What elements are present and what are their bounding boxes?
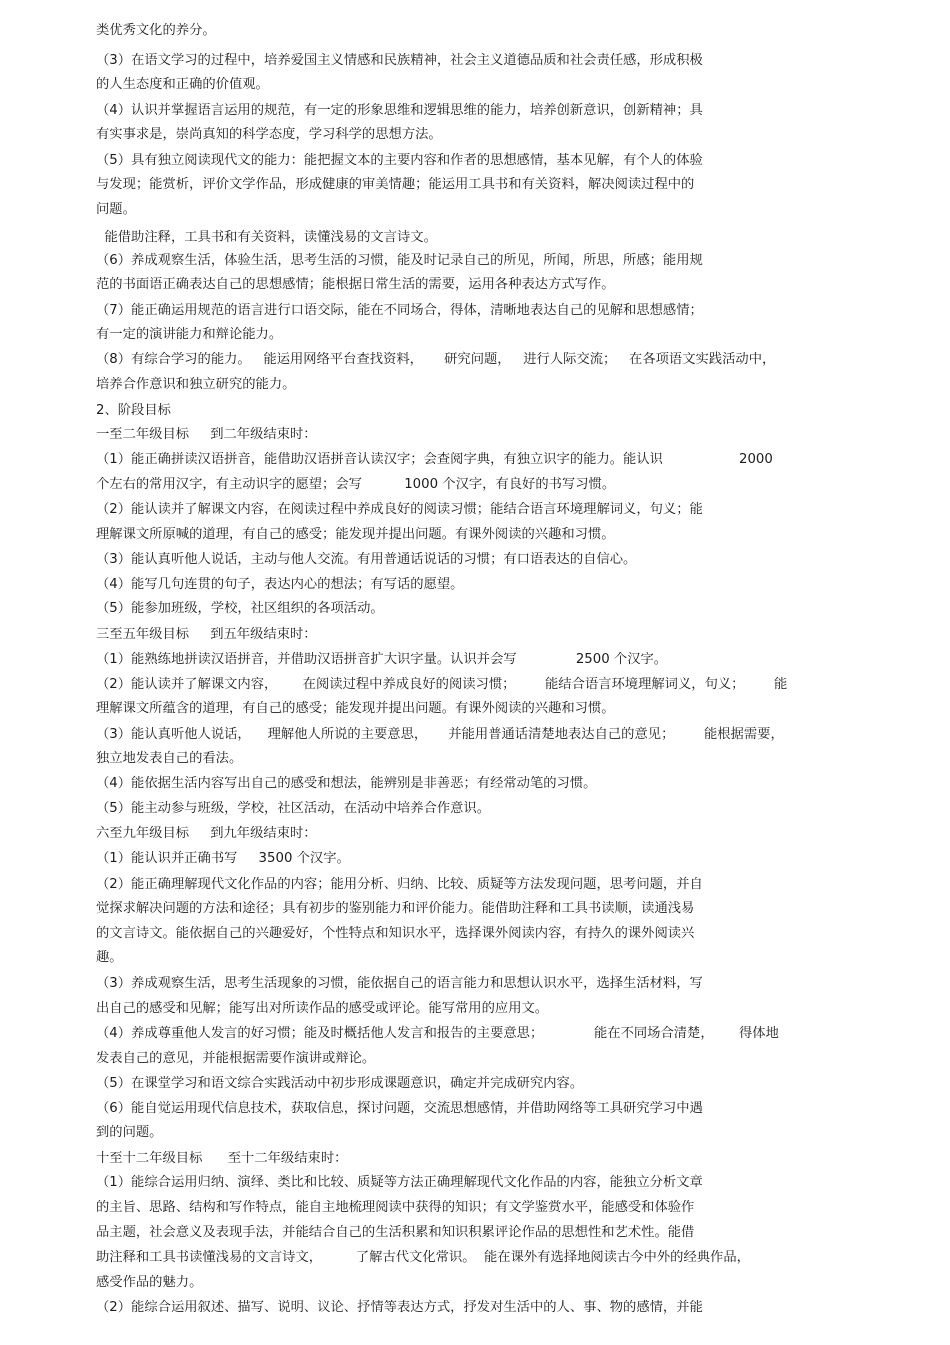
text-line: 理解课文所蕴含的道理，有自己的感受；能发现并提出问题。有课外阅读的兴趣和习惯。 (96, 701, 615, 716)
text-line: （1）能认识并正确书写 3500 个汉字。 (96, 851, 350, 866)
text-line: （4）能写几句连贯的句子，表达内心的想法；有写话的愿望。 (96, 577, 464, 592)
text-line: （3）能认真听他人说话， 理解他人所说的主要意思， 并能用普通话清楚地表达自己的意见； 能根据需要， (96, 727, 784, 742)
text-line: （6）能自觉运用现代信息技术，获取信息，探讨问题，交流思想感情，并借助网络等工具研究学习中遇 (96, 1101, 703, 1116)
text-line: （2）能正确理解现代文化作品的内容；能用分析、归纳、比较、质疑等方法发现问题，思考问题，并自 (96, 877, 703, 892)
text-line: 出自己的感受和见解；能写出对所读作品的感受或评论。能写常用的应用文。 (96, 1001, 549, 1016)
text-line: （2）能认读并了解课文内容，在阅读过程中养成良好的阅读习惯；能结合语言环境理解词义，句义；能 (96, 502, 703, 517)
text-line: （3）在语文学习的过程中，培养爱国主义情感和民族精神，社会主义道德品质和社会责任感，形成积极 (96, 53, 703, 68)
text-line: （4）认识并掌握语言运用的规范，有一定的形象思维和逻辑思维的能力，培养创新意识，创新精神；具 (96, 103, 703, 118)
text-line: （2）能综合运用叙述、描写、说明、议论、抒情等表达方式，抒发对生活中的人、事、物的感情，并能 (96, 1300, 703, 1315)
text-line: 与发现；能赏析，评价文学作品，形成健康的审美情趣；能运用工具书和有关资料，解决阅读过程中的 (96, 177, 695, 192)
text-line: （8）有综合学习的能力。 能运用网络平台查找资料， 研究问题， 进行人际交流； 在各项语文实践活动中， (96, 352, 776, 367)
text-line: （4）养成尊重他人发言的好习惯；能及时概括他人发言和报告的主要意思； 能在不同场合清楚， 得体地 (96, 1026, 779, 1041)
text-line: （5）具有独立阅读现代文的能力：能把握文本的主要内容和作者的思想感情，基本见解，有个人的体验 (96, 153, 703, 168)
text-line: 发表自己的意见，并能根据需要作演讲或辩论。 (96, 1051, 376, 1066)
stage-heading: 三至五年级目标 到五年级结束时： (96, 627, 317, 642)
text-line: 的人生态度和正确的价值观。 (96, 77, 269, 92)
text-line: 培养合作意识和独立研究的能力。 (96, 377, 296, 392)
text-line: 独立地发表自己的看法。 (96, 751, 243, 766)
text-line: 个左右的常用汉字，有主动识字的愿望；会写 1000 个汉字，有良好的书写习惯。 (96, 477, 616, 492)
text-line: 问题。 (96, 202, 136, 217)
text-line: 范的书面语正确表达自己的思想感情；能根据日常生活的需要，运用各种表达方式写作。 (96, 277, 615, 292)
text-line: （1）能综合运用归纳、演绎、类比和比较、质疑等方法正确理解现代文化作品的内容，能独立分析文章 (96, 1175, 703, 1190)
text-line: 类优秀文化的养分。 (96, 23, 216, 38)
stage-heading: 十至十二年级目标 至十二年级结束时： (96, 1151, 348, 1166)
text-line: （5）在课堂学习和语文综合实践活动中初步形成课题意识，确定并完成研究内容。 (96, 1076, 584, 1091)
text-line: （1）能正确拼读汉语拼音，能借助汉语拼音认读汉字；会查阅字典，有独立识字的能力。能认识 2000 (96, 452, 773, 467)
stage-heading: 六至九年级目标 到九年级结束时： (96, 826, 317, 841)
text-line: 能借助注释，工具书和有关资料，读懂浅易的文言诗文。 (96, 230, 437, 245)
text-line: 的主旨、思路、结构和写作特点，能自主地梳理阅读中获得的知识；有文学鉴赏水平，能感受和体验作 (96, 1200, 695, 1215)
text-line: 品主题，社会意义及表现手法，并能结合自己的生活积累和知识积累评论作品的思想性和艺术性。能借 (96, 1225, 695, 1240)
text-line: 感受作品的魅力。 (96, 1275, 203, 1290)
text-line: （4）能依据生活内容写出自己的感受和想法，能辨别是非善恶；有经常动笔的习惯。 (96, 776, 597, 791)
text-line: 到的问题。 (96, 1125, 163, 1140)
text-line: （1）能熟练地拼读汉语拼音，并借助汉语拼音扩大识字量。认识并会写 2500 个汉字。 (96, 652, 668, 667)
text-line: （7）能正确运用规范的语言进行口语交际，能在不同场合，得体，清晰地表达自己的见解和思想感情； (96, 303, 703, 318)
text-line: 有一定的演讲能力和辩论能力。 (96, 327, 283, 342)
text-line: （6）养成观察生活，体验生活，思考生活的习惯，能及时记录自己的所见，所闻，所思，所感；能用规 (96, 253, 703, 268)
text-line: （3）养成观察生活，思考生活现象的习惯，能依据自己的语言能力和思想认识水平，选择生活材料，写 (96, 976, 703, 991)
text-line: 有实事求是，崇尚真知的科学态度，学习科学的思想方法。 (96, 127, 442, 142)
text-line: （3）能认真听他人说话，主动与他人交流。有用普通话说话的习惯；有口语表达的自信心。 (96, 552, 637, 567)
section-heading: 2、阶段目标 (96, 403, 171, 418)
text-line: 觉探求解决问题的方法和途径；具有初步的鉴别能力和评价能力。能借助注释和工具书读顺，读通浅易 (96, 901, 695, 916)
text-line: 助注释和工具书读懂浅易的文言诗文， 了解古代文化常识。 能在课外有选择地阅读古今中外的经典作品， (96, 1250, 750, 1265)
text-line: （5）能主动参与班级，学校，社区活动，在活动中培养合作意识。 (96, 801, 491, 816)
text-line: （5）能参加班级，学校，社区组织的各项活动。 (96, 601, 384, 616)
text-line: 的文言诗文。能依据自己的兴趣爱好，个性特点和知识水平，选择课外阅读内容，有持久的课外阅读兴 (96, 926, 695, 941)
stage-heading: 一至二年级目标 到二年级结束时： (96, 427, 317, 442)
text-line: （2）能认读并了解课文内容， 在阅读过程中养成良好的阅读习惯； 能结合语言环境理解词义，句义； 能 (96, 677, 788, 692)
text-line: 理解课文所原喊的道理，有自己的感受；能发现并提出问题。有课外阅读的兴趣和习惯。 (96, 527, 615, 542)
text-line: 趣。 (96, 950, 123, 965)
